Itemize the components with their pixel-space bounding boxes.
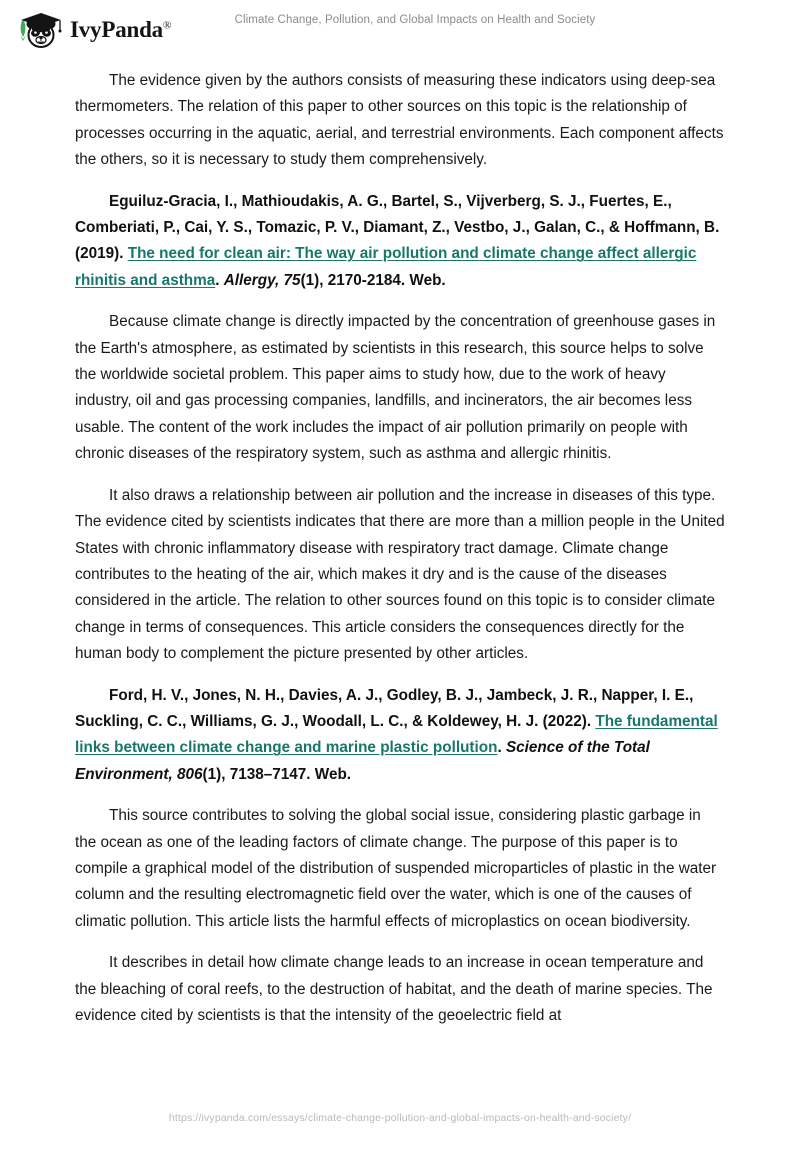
citation-1-separator: .: [215, 271, 224, 289]
citation-1: [75, 189, 725, 295]
citation-2-journal: Science of the Total Environment, 806: [75, 739, 650, 783]
citation-2-title-link[interactable]: The fundamental links between climate change and marine plastic pollution: [75, 712, 718, 757]
document-title: Climate Change, Pollution, and Global Impacts on Health and Society: [234, 14, 596, 26]
citation-1-authors: Eguiluz-Gracia, I., Mathioudakis, A. G., Bartel, S., Vijverberg, S. J., Fuertes, E., Comberiati, P., Cai, Y. S., Tomazic, P. V., Diamant, Z., Vestbo, J., Galan, C., & Hoffmann, B. (2019).: [75, 192, 720, 263]
citation-2-authors: Ford, H. V., Jones, N. H., Davies, A. J., Godley, B. J., Jambeck, J. R., Napper, I. E., Suckling, C. C., Williams, G. J., Woodall, L. C., & Koldewey, H. J. (2022).: [75, 686, 694, 730]
paragraph-5: It describes in detail how climate change leads to an increase in ocean temperature and the bleaching of coral reefs, to the destruction of habitat, and the death of marine species. The evidence cited by scientists is that the intensity of the geoelectric field at: [75, 954, 713, 1024]
registered-trademark-icon: ®: [162, 19, 172, 32]
document-body: [75, 68, 725, 1044]
paragraph-1: The evidence given by the authors consists of measuring these indicators using deep-sea thermometers. The relation of this paper to other sources on this topic is the relationship of processes occurring in the aquatic, aerial, and terrestrial environments. Each component affects the others, so it is necessary to study them comprehensively.: [75, 72, 724, 169]
citation-1-title-link[interactable]: The need for clean air: The way air pollution and climate change affect allergic rhinitis and asthma: [75, 245, 697, 289]
citation-2: [75, 683, 725, 789]
citation-1-locator: (1), 2170-2184. Web.: [300, 271, 446, 289]
paragraph-2: Because climate change is directly impacted by the concentration of greenhouse gases in the Earth's atmosphere, as estimated by scientists in this research, this source helps to solve the worldwide societal problem. This paper aims to study how, due to the work of heavy industry, oil and gas processing companies, landfills, and incinerators, the air becomes less usable. The content of the work includes the impact of air pollution primarily on people with chronic diseases of the respiratory system, such as asthma and allergic rhinitis.: [75, 313, 716, 463]
page-header: [0, 0, 800, 58]
brand-name-text: IvyPanda: [70, 17, 163, 42]
citation-1-journal: Allergy, 75: [223, 271, 301, 289]
page-footer: [0, 1108, 800, 1126]
paragraph-4: This source contributes to solving the global social issue, considering plastic garbage in the ocean as one of the leading factors of climate change. The purpose of this paper is to compile a graphical model of the distribution of suspended microparticles of plastic in the water column and the resulting electromagnetic field over the water, which is one of the causes of climatic pollution. This article lists the harmful effects of microplastics on ocean biodiversity.: [75, 807, 717, 930]
citation-2-locator: (1), 7138–7147. Web.: [202, 765, 352, 783]
footer-source-url[interactable]: https://ivypanda.com/essays/climate-change-pollution-and-global-impacts-on-health-and-society/: [168, 1112, 632, 1124]
citation-2-separator: .: [497, 739, 506, 757]
paragraph-3: It also draws a relationship between air pollution and the increase in diseases of this type. The evidence cited by scientists indicates that there are more than a million people in the United States with chronic inflammatory disease with respiratory tract damage. Climate change contributes to the heating of the air, which makes it dry and is the cause of the diseases considered in the article. The relation to other sources found on this topic is to consider climate change in terms of consequences. This article considers the consequences directly for the human body to complement the picture presented by other articles.: [75, 486, 725, 663]
